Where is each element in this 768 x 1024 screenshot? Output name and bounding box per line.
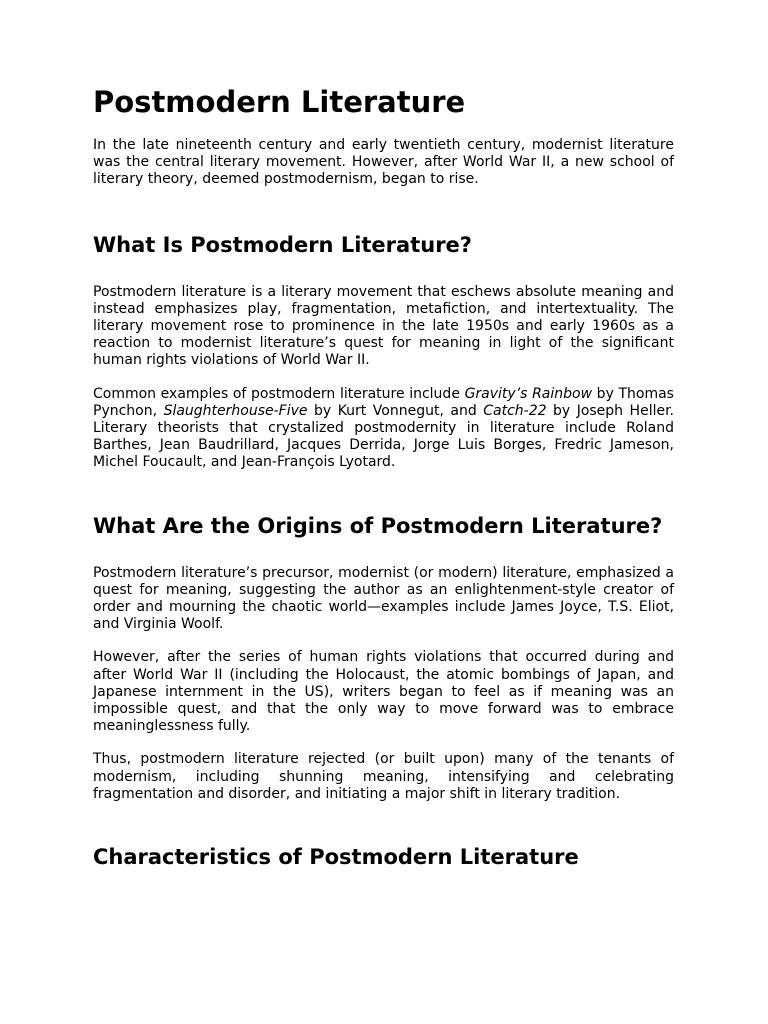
page-title: Postmodern Literature xyxy=(93,85,466,119)
examples-paragraph xyxy=(93,386,674,472)
section-heading-characteristics: Characteristics of Postmodern Literature xyxy=(93,845,579,870)
section-heading-what-is: What Is Postmodern Literature? xyxy=(93,232,472,257)
origins-paragraph-3: Thus, postmodern literature rejected (or built upon) many of the tenants of modernism, including shunning meaning, intensifying and celebrating fragmentation and disorder, and initiating a major shift in literary tradition. xyxy=(93,751,674,802)
definition-paragraph: Postmodern literature is a literary movement that eschews absolute meaning and instead emphasizes play, fragmentation, metafiction, and intertextuality. The literary movement rose to prominence in the late 1950s and early 1960s as a reaction to modernist literature’s quest for meaning in light of the significant human rights violations of World War II. xyxy=(93,283,674,369)
examples-text: Common examples of postmodern literature include xyxy=(93,385,465,402)
examples-text: by Joseph Heller. Literary theorists that crystalized postmodernity in literature include Roland Barthes, Jean Baudrillard, Jacques Derrida, Jorge Luis Borges, Fredric Jameson, Michel Foucault, and Jean-François Lyotard. xyxy=(93,402,675,471)
work-title: Catch-22 xyxy=(483,402,547,419)
examples-text: by Thomas Pynchon, xyxy=(93,385,674,419)
work-title: Gravity’s Rainbow xyxy=(464,385,593,402)
intro-paragraph: In the late nineteenth century and early twentieth century, modernist literature was the central literary movement. However, after World War II, a new school of literary theory, deemed postmodernism, began to rise. xyxy=(93,137,674,188)
document-page xyxy=(93,84,674,870)
origins-paragraph-2: However, after the series of human rights violations that occurred during and after World War II (including the Holocaust, the atomic bombings of Japan, and Japanese internment in the US), writers began to feel as if meaning was an impossible quest, and that the only way to move forward was to embrace meaninglessness fully. xyxy=(93,649,674,735)
origins-paragraph-1: Postmodern literature’s precursor, modernist (or modern) literature, emphasized a quest for meaning, suggesting the author as an enlightenment-style creator of order and mourning the chaotic world—examples include James Joyce, T.S. Eliot, and Virginia Woolf. xyxy=(93,564,674,633)
work-title: Slaughterhouse-Five xyxy=(163,402,308,419)
section-heading-origins: What Are the Origins of Postmodern Literature? xyxy=(93,513,663,538)
examples-text: by Kurt Vonnegut, and xyxy=(307,402,484,419)
